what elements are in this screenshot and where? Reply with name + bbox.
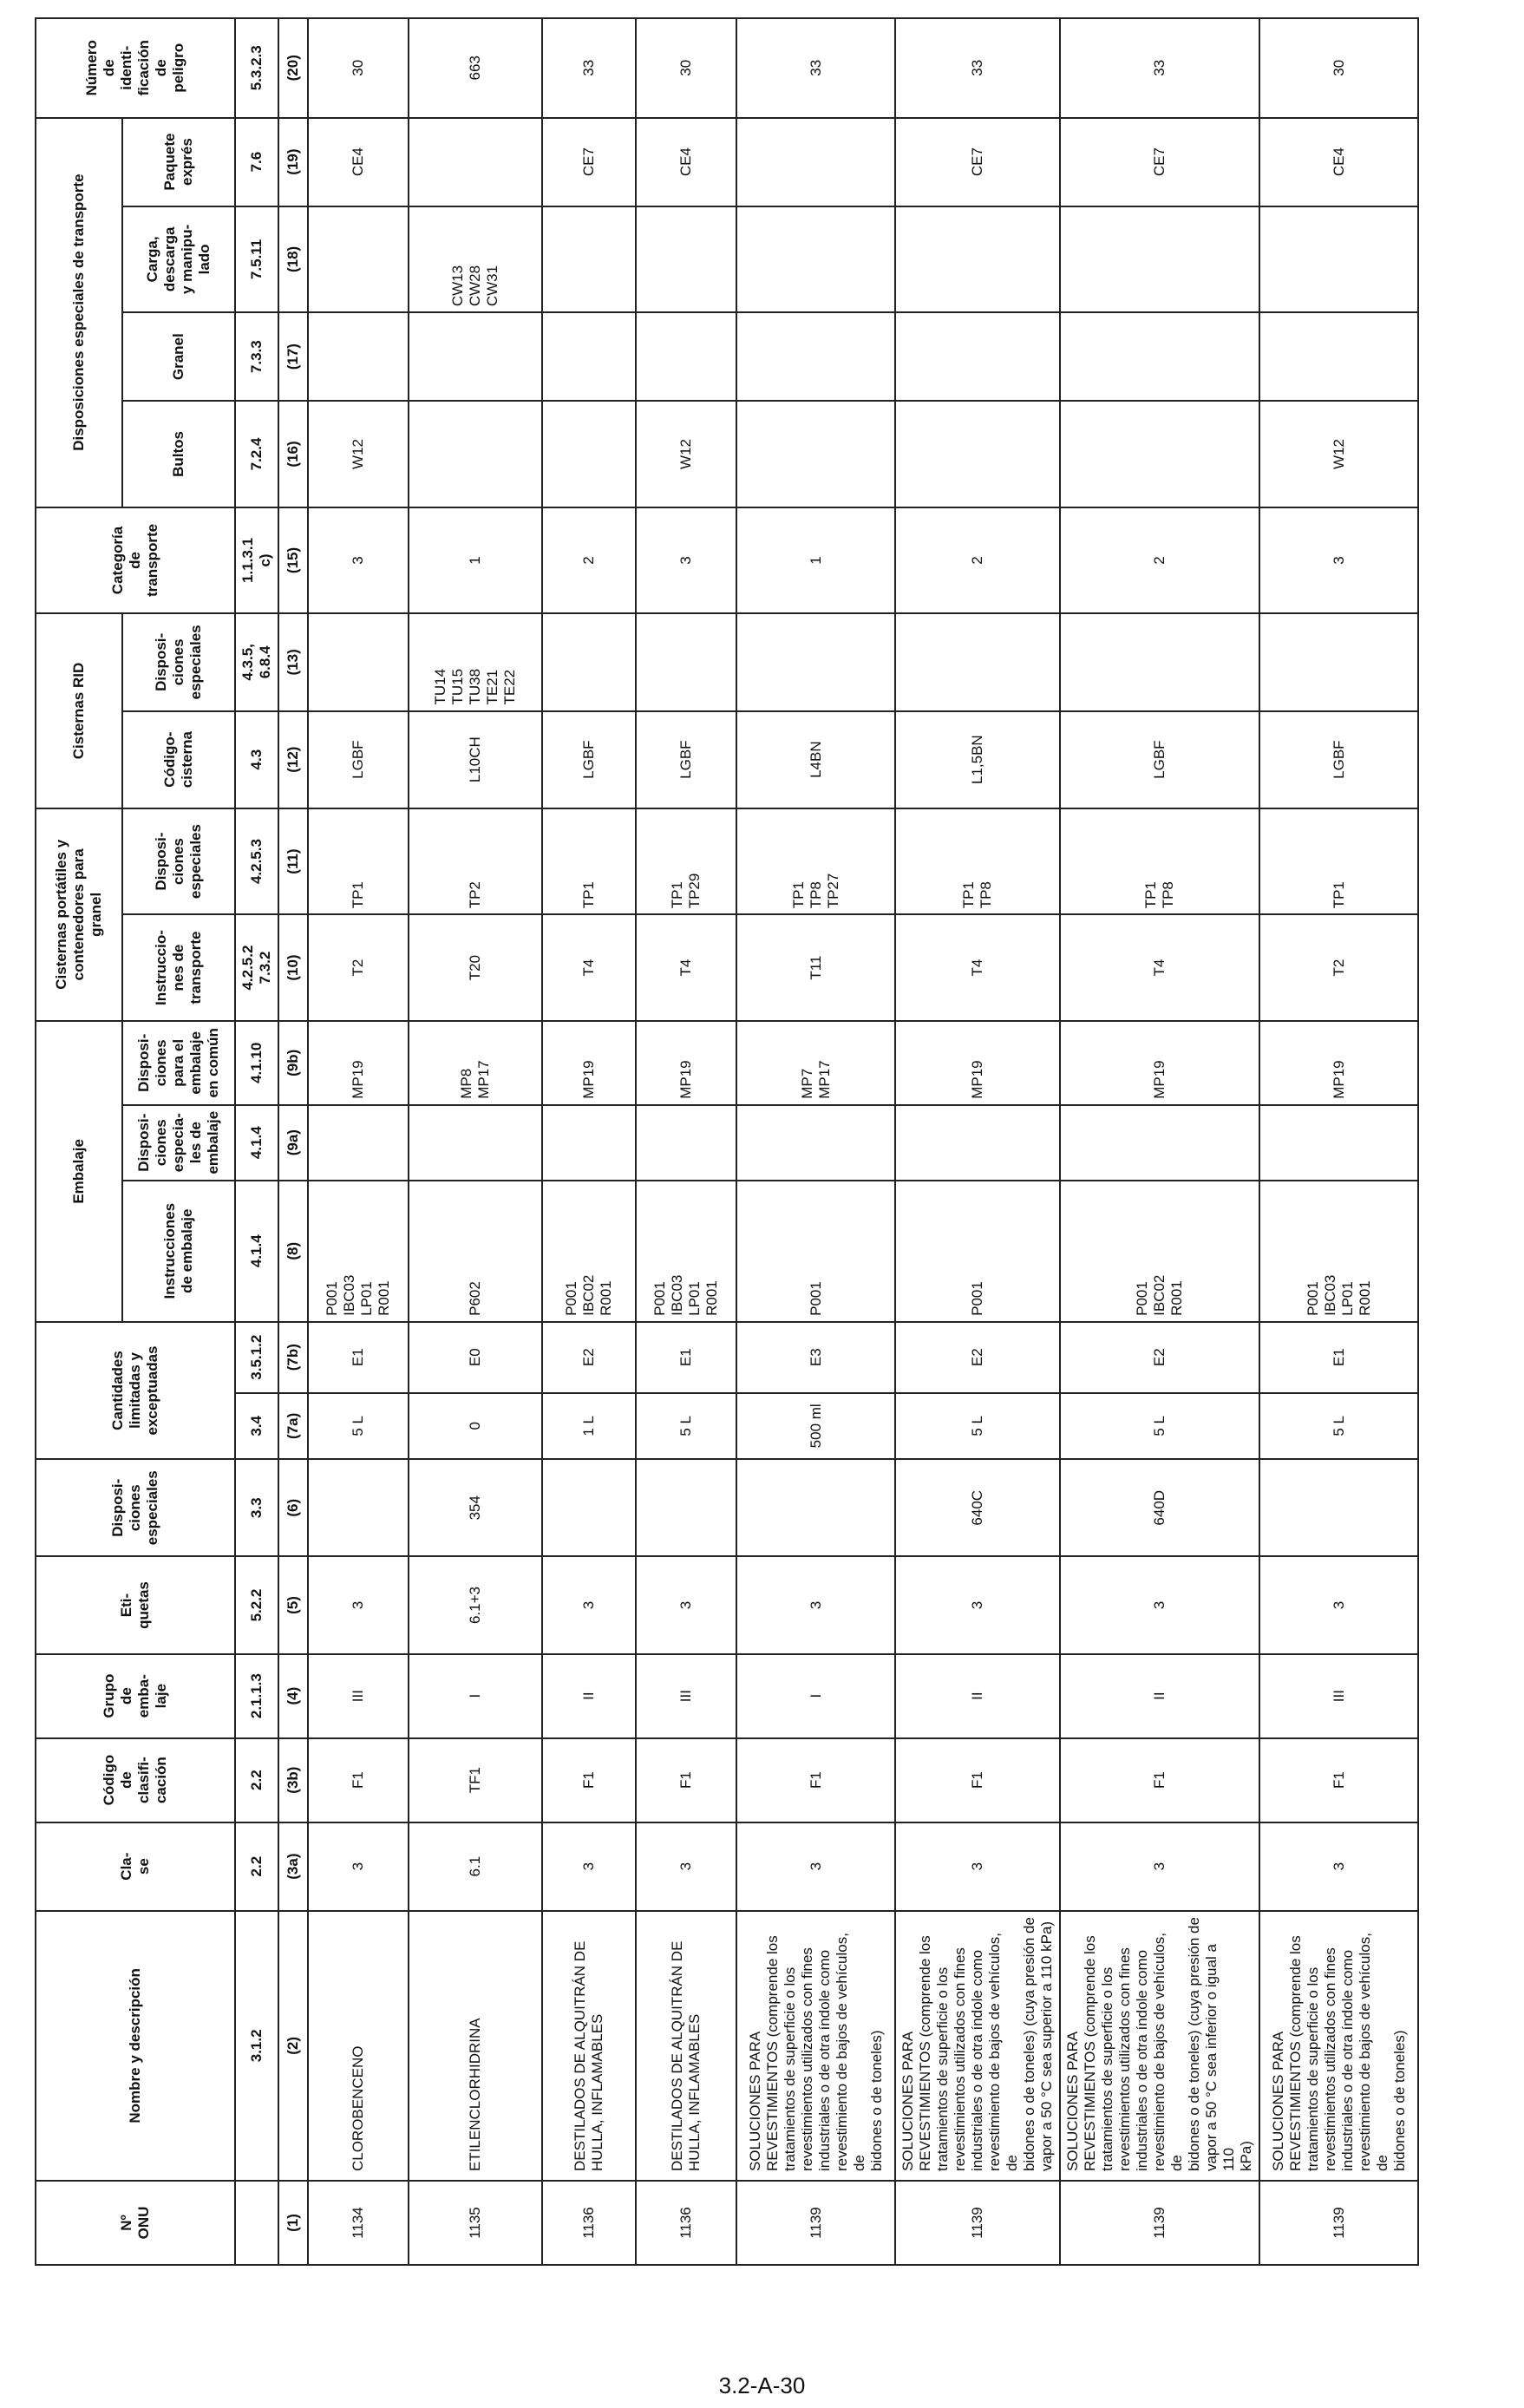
table-cell bbox=[409, 401, 542, 507]
table-cell: 3 bbox=[895, 1822, 1060, 1911]
reference-cell: 4.1.4 bbox=[235, 1105, 278, 1181]
table-cell: T4 bbox=[1060, 914, 1259, 1021]
table-cell: II bbox=[1060, 1654, 1259, 1738]
column-number-cell: (13) bbox=[278, 613, 308, 710]
table-cell: III bbox=[308, 1654, 409, 1738]
reference-cell: 2.1.1.3 bbox=[235, 1654, 278, 1738]
table-cell: 1 bbox=[736, 507, 895, 614]
table-cell bbox=[542, 1459, 636, 1556]
reference-cell: 4.2.5.2 7.3.2 bbox=[235, 914, 278, 1021]
header-disp-especiales-cp: Disposi- ciones especiales bbox=[122, 808, 235, 915]
reference-cell: 7.6 bbox=[235, 118, 278, 206]
table-cell: 5 L bbox=[895, 1393, 1060, 1460]
table-cell bbox=[895, 312, 1060, 401]
table-cell: 3 bbox=[1060, 1822, 1259, 1911]
reference-cell: 4.1.4 bbox=[235, 1181, 278, 1322]
un-number-cell: 1136 bbox=[542, 2181, 636, 2265]
reference-cell: 3.3 bbox=[235, 1459, 278, 1556]
table-cell: MP19 bbox=[542, 1021, 636, 1105]
name-description-cell: DESTILADOS DE ALQUITRÁN DE HULLA, INFLAMABLES bbox=[636, 1911, 736, 2181]
table-cell: 3 bbox=[308, 1556, 409, 1653]
table-cell: 6.1+3 bbox=[409, 1556, 542, 1653]
table-cell: MP19 bbox=[308, 1021, 409, 1105]
table-cell: T4 bbox=[636, 914, 736, 1021]
column-number-cell: (18) bbox=[278, 206, 308, 313]
reference-cell: 4.3 bbox=[235, 711, 278, 808]
table-cell: TU14 TU15 TU38 TE21 TE22 bbox=[409, 613, 542, 710]
table-cell: 5 L bbox=[1259, 1393, 1418, 1460]
table-cell: 3 bbox=[636, 507, 736, 614]
table-cell: P602 bbox=[409, 1181, 542, 1322]
table-cell: LGBF bbox=[1259, 711, 1418, 808]
column-number-cell: (5) bbox=[278, 1556, 308, 1653]
reference-cell: 5.3.2.3 bbox=[235, 18, 278, 118]
table-cell: P001 IBC02 R001 bbox=[542, 1181, 636, 1322]
table-cell: P001 IBC03 LP01 R001 bbox=[308, 1181, 409, 1322]
table-cell bbox=[636, 613, 736, 710]
column-number-cell: (10) bbox=[278, 914, 308, 1021]
header-embalaje: Embalaje bbox=[36, 1021, 122, 1322]
table-cell: F1 bbox=[1259, 1738, 1418, 1822]
header-disp-especiales: Disposi- ciones especiales bbox=[36, 1459, 235, 1556]
table-cell: 30 bbox=[1259, 18, 1418, 118]
table-cell: E1 bbox=[636, 1322, 736, 1393]
reference-cell: 4.2.5.3 bbox=[235, 808, 278, 915]
table-cell: MP19 bbox=[895, 1021, 1060, 1105]
table-cell bbox=[1060, 613, 1259, 710]
table-cell: 3 bbox=[308, 1822, 409, 1911]
table-row bbox=[1259, 18, 1418, 2265]
table-cell: W12 bbox=[1259, 401, 1418, 507]
table-cell: TP1 bbox=[1259, 808, 1418, 915]
table-cell: 3 bbox=[542, 1556, 636, 1653]
table-cell: P001 bbox=[895, 1181, 1060, 1322]
table-cell: E2 bbox=[542, 1322, 636, 1393]
table-cell: TP1 TP29 bbox=[636, 808, 736, 915]
header-carga: Carga, descarga y manipu- lado bbox=[122, 206, 235, 313]
table-cell: TP1 TP8 TP27 bbox=[736, 808, 895, 915]
name-description-cell: CLOROBENCENO bbox=[308, 1911, 409, 2181]
table-cell: E3 bbox=[736, 1322, 895, 1393]
column-number-cell: (4) bbox=[278, 1654, 308, 1738]
un-number-cell: 1136 bbox=[636, 2181, 736, 2265]
table-cell: F1 bbox=[1060, 1738, 1259, 1822]
table-cell: L4BN bbox=[736, 711, 895, 808]
table-cell: 640C bbox=[895, 1459, 1060, 1556]
table-cell: TF1 bbox=[409, 1738, 542, 1822]
un-number-cell: 1139 bbox=[736, 2181, 895, 2265]
table-cell bbox=[542, 613, 636, 710]
table-cell: 33 bbox=[895, 18, 1060, 118]
table-cell: 500 ml bbox=[736, 1393, 895, 1460]
table-cell bbox=[308, 1105, 409, 1181]
table-cell bbox=[736, 613, 895, 710]
header-disp-transporte: Disposiciones especiales de transporte bbox=[36, 118, 122, 507]
reference-cell: 5.2.2 bbox=[235, 1556, 278, 1653]
table-cell: T4 bbox=[895, 914, 1060, 1021]
table-cell: 33 bbox=[542, 18, 636, 118]
column-number-cell: (17) bbox=[278, 312, 308, 401]
table-cell: MP19 bbox=[636, 1021, 736, 1105]
table-cell: 1 L bbox=[542, 1393, 636, 1460]
table-cell: F1 bbox=[542, 1738, 636, 1822]
column-number-cell: (7b) bbox=[278, 1322, 308, 1393]
table-cell: LGBF bbox=[1060, 711, 1259, 808]
table-cell: 3 bbox=[1259, 1556, 1418, 1653]
reference-cell: 2.2 bbox=[235, 1738, 278, 1822]
table-cell: E0 bbox=[409, 1322, 542, 1393]
un-number-cell: 1139 bbox=[895, 2181, 1060, 2265]
table-cell bbox=[1259, 613, 1418, 710]
rotated-table-wrapper bbox=[35, 17, 1408, 2266]
table-cell bbox=[895, 1105, 1060, 1181]
header-granel: Granel bbox=[122, 312, 235, 401]
header-codigo: Código de clasifi- cación bbox=[36, 1738, 235, 1822]
table-cell: MP19 bbox=[1060, 1021, 1259, 1105]
table-cell: 2 bbox=[895, 507, 1060, 614]
table-cell bbox=[636, 1459, 736, 1556]
table-cell: F1 bbox=[308, 1738, 409, 1822]
table-cell: LGBF bbox=[308, 711, 409, 808]
header-clase: Cla- se bbox=[36, 1822, 235, 1911]
table-cell: 640D bbox=[1060, 1459, 1259, 1556]
table-cell: LGBF bbox=[636, 711, 736, 808]
table-cell: 3 bbox=[1259, 1822, 1418, 1911]
table-cell: LGBF bbox=[542, 711, 636, 808]
table-cell: 3 bbox=[308, 507, 409, 614]
reference-cell: 4.3.5, 6.8.4 bbox=[235, 613, 278, 710]
table-cell: I bbox=[409, 1654, 542, 1738]
column-number-cell: (16) bbox=[278, 401, 308, 507]
table-cell: 3 bbox=[636, 1822, 736, 1911]
reference-cell: 7.3.3 bbox=[235, 312, 278, 401]
table-cell bbox=[736, 118, 895, 206]
table-cell: 5 L bbox=[308, 1393, 409, 1460]
table-cell: 33 bbox=[736, 18, 895, 118]
table-cell: W12 bbox=[636, 401, 736, 507]
table-cell bbox=[308, 206, 409, 313]
reference-cell: 2.2 bbox=[235, 1822, 278, 1911]
table-cell: CE7 bbox=[542, 118, 636, 206]
reference-cell: 3.5.1.2 bbox=[235, 1322, 278, 1393]
table-cell bbox=[542, 401, 636, 507]
header-bultos: Bultos bbox=[122, 401, 235, 507]
table-cell: TP1 bbox=[542, 808, 636, 915]
table-cell bbox=[1259, 312, 1418, 401]
header-cisternas-portatiles: Cisternas portátiles y contenedores para granel bbox=[36, 808, 122, 1021]
table-cell: 30 bbox=[636, 18, 736, 118]
header-nombre: Nombre y descripción bbox=[36, 1911, 235, 2181]
column-number-cell: (12) bbox=[278, 711, 308, 808]
reference-cell: 7.2.4 bbox=[235, 401, 278, 507]
table-cell bbox=[736, 206, 895, 313]
table-cell bbox=[1060, 312, 1259, 401]
table-row bbox=[308, 18, 409, 2265]
table-cell bbox=[542, 1105, 636, 1181]
table-cell: TP2 bbox=[409, 808, 542, 915]
table-cell: 1 bbox=[409, 507, 542, 614]
column-number-cell: (20) bbox=[278, 18, 308, 118]
table-cell: F1 bbox=[736, 1738, 895, 1822]
table-cell: 33 bbox=[1060, 18, 1259, 118]
name-description-cell: ETILENCLORHIDRINA bbox=[409, 1911, 542, 2181]
table-cell bbox=[636, 312, 736, 401]
reference-cell: 3.4 bbox=[235, 1393, 278, 1460]
table-cell bbox=[1259, 1459, 1418, 1556]
table-cell bbox=[1060, 1105, 1259, 1181]
table-cell: MP19 bbox=[1259, 1021, 1418, 1105]
header-etiquetas: Eti- quetas bbox=[36, 1556, 235, 1653]
table-cell bbox=[409, 118, 542, 206]
table-cell: T11 bbox=[736, 914, 895, 1021]
table-cell: 0 bbox=[409, 1393, 542, 1460]
table-row bbox=[409, 18, 542, 2265]
column-number-cell: (9a) bbox=[278, 1105, 308, 1181]
table-cell bbox=[542, 312, 636, 401]
un-number-cell: 1139 bbox=[1259, 2181, 1418, 2265]
header-instrucciones-embalaje: Instrucciones de embalaje bbox=[122, 1181, 235, 1322]
table-cell: T2 bbox=[308, 914, 409, 1021]
table-cell bbox=[1259, 206, 1418, 313]
header-grupo: Grupo de emba- laje bbox=[36, 1654, 235, 1738]
column-number-cell: (7a) bbox=[278, 1393, 308, 1460]
table-cell: I bbox=[736, 1654, 895, 1738]
table-row bbox=[895, 18, 1060, 2265]
table-cell: P001 IBC02 R001 bbox=[1060, 1181, 1259, 1322]
column-number-cell: (8) bbox=[278, 1181, 308, 1322]
un-number-cell: 1135 bbox=[409, 2181, 542, 2265]
table-cell: MP7 MP17 bbox=[736, 1021, 895, 1105]
table-cell bbox=[895, 401, 1060, 507]
table-cell: 3 bbox=[542, 1822, 636, 1911]
header-categoria-transporte: Categoría de transporte bbox=[36, 507, 235, 614]
table-cell: T2 bbox=[1259, 914, 1418, 1021]
table-cell: E2 bbox=[1060, 1322, 1259, 1393]
column-number-cell: (19) bbox=[278, 118, 308, 206]
table-cell bbox=[1060, 401, 1259, 507]
table-row bbox=[1060, 18, 1259, 2265]
reference-row bbox=[235, 18, 278, 2265]
header-cisternas-rid: Cisternas RID bbox=[36, 613, 122, 808]
table-row bbox=[736, 18, 895, 2265]
table-cell: E1 bbox=[1259, 1322, 1418, 1393]
table-cell: E2 bbox=[895, 1322, 1060, 1393]
un-number-cell: 1134 bbox=[308, 2181, 409, 2265]
header-codigo-cisterna: Código- cisterna bbox=[122, 711, 235, 808]
table-cell: W12 bbox=[308, 401, 409, 507]
dangerous-goods-table bbox=[35, 17, 1419, 2266]
table-cell bbox=[636, 1105, 736, 1181]
table-cell: T20 bbox=[409, 914, 542, 1021]
column-number-cell: (2) bbox=[278, 1911, 308, 2181]
table-cell: TP1 TP8 bbox=[1060, 808, 1259, 915]
table-cell: P001 bbox=[736, 1181, 895, 1322]
table-cell: 2 bbox=[1060, 507, 1259, 614]
table-cell: 6.1 bbox=[409, 1822, 542, 1911]
column-number-cell: (6) bbox=[278, 1459, 308, 1556]
table-cell bbox=[736, 1105, 895, 1181]
table-cell bbox=[542, 206, 636, 313]
table-cell: II bbox=[542, 1654, 636, 1738]
table-cell: T4 bbox=[542, 914, 636, 1021]
table-cell: II bbox=[895, 1654, 1060, 1738]
name-description-cell: SOLUCIONES PARA REVESTIMIENTOS (comprende los tratamientos de superficie o los revestimientos utilizados con fines industriales o de otra índole como revestimiento de bajos de vehículos, de bidones o de toneles) bbox=[1259, 1911, 1418, 2181]
page-number: 3.2-A-30 bbox=[718, 2372, 806, 2398]
table-body bbox=[308, 18, 1418, 2265]
table-cell: CE7 bbox=[1060, 118, 1259, 206]
table-cell: 663 bbox=[409, 18, 542, 118]
table-cell bbox=[636, 206, 736, 313]
name-description-cell: SOLUCIONES PARA REVESTIMIENTOS (comprende los tratamientos de superficie o los revestimientos utilizados con fines industriales o de otra índole como revestimiento de bajos de vehículos, de bidones o de toneles) (cuya presión de vapor a 50 °C sea superior a 110 kPa) bbox=[895, 1911, 1060, 2181]
table-cell bbox=[308, 1459, 409, 1556]
column-number-cell: (11) bbox=[278, 808, 308, 915]
table-cell: TP1 TP8 bbox=[895, 808, 1060, 915]
table-cell bbox=[736, 1459, 895, 1556]
table-cell: P001 IBC03 LP01 R001 bbox=[636, 1181, 736, 1322]
table-cell: 5 L bbox=[636, 1393, 736, 1460]
table-cell bbox=[736, 312, 895, 401]
table-cell bbox=[895, 206, 1060, 313]
table-cell: 3 bbox=[1259, 507, 1418, 614]
table-cell: CE4 bbox=[308, 118, 409, 206]
table-cell: F1 bbox=[895, 1738, 1060, 1822]
column-number-cell: (1) bbox=[278, 2181, 308, 2265]
header-instrucciones-transporte: Instruccio- nes de transporte bbox=[122, 914, 235, 1021]
name-description-cell: SOLUCIONES PARA REVESTIMIENTOS (comprende los tratamientos de superficie o los revestimientos utilizados con fines industriales o de otra índole como revestimiento de bajos de vehículos, de bidones o de toneles) (cuya presión de vapor a 50 °C sea inferior o igual a 110 kPa) bbox=[1060, 1911, 1259, 2181]
table-cell bbox=[308, 613, 409, 710]
table-cell: 3 bbox=[895, 1556, 1060, 1653]
table-cell: MP8 MP17 bbox=[409, 1021, 542, 1105]
header-cantidades: Cantidades limitadas y exceptuadas bbox=[36, 1322, 235, 1459]
un-number-cell: 1139 bbox=[1060, 2181, 1259, 2265]
table-cell: 3 bbox=[636, 1556, 736, 1653]
table-cell bbox=[736, 401, 895, 507]
table-cell bbox=[1060, 206, 1259, 313]
name-description-cell: SOLUCIONES PARA REVESTIMIENTOS (comprende los tratamientos de superficie o los revestimientos utilizados con fines industriales o de otra índole como revestimiento de bajos de vehículos, de bidones o de toneles) bbox=[736, 1911, 895, 2181]
column-number-cell: (3b) bbox=[278, 1738, 308, 1822]
table-cell: CE4 bbox=[1259, 118, 1418, 206]
reference-cell: 1.1.3.1 c) bbox=[235, 507, 278, 614]
table-cell bbox=[409, 312, 542, 401]
table-cell: 3 bbox=[1060, 1556, 1259, 1653]
column-number-row bbox=[278, 18, 308, 2265]
name-description-cell: DESTILADOS DE ALQUITRÁN DE HULLA, INFLAMABLES bbox=[542, 1911, 636, 2181]
table-cell: TP1 bbox=[308, 808, 409, 915]
header-numero-peligro: Número de identi- ficación de peligro bbox=[36, 18, 235, 118]
table-cell: CE7 bbox=[895, 118, 1060, 206]
table-cell: III bbox=[636, 1654, 736, 1738]
reference-cell: 4.1.10 bbox=[235, 1021, 278, 1105]
table-cell: F1 bbox=[636, 1738, 736, 1822]
table-cell: 3 bbox=[736, 1822, 895, 1911]
reference-cell: 3.1.2 bbox=[235, 1911, 278, 2181]
table-cell: 30 bbox=[308, 18, 409, 118]
column-number-cell: (9b) bbox=[278, 1021, 308, 1105]
table-cell bbox=[895, 613, 1060, 710]
table-cell: 354 bbox=[409, 1459, 542, 1556]
table-cell: L1,5BN bbox=[895, 711, 1060, 808]
table-cell: 2 bbox=[542, 507, 636, 614]
header-disp-embalaje-comun: Disposi- ciones para el embalaje en común bbox=[122, 1021, 235, 1105]
column-number-cell: (15) bbox=[278, 507, 308, 614]
table-row bbox=[636, 18, 736, 2265]
table-cell: III bbox=[1259, 1654, 1418, 1738]
table-cell bbox=[1259, 1105, 1418, 1181]
reference-cell: 7.5.11 bbox=[235, 206, 278, 313]
reference-cell bbox=[235, 2181, 278, 2265]
column-number-cell: (3a) bbox=[278, 1822, 308, 1911]
table-cell: P001 IBC03 LP01 R001 bbox=[1259, 1181, 1418, 1322]
table-cell bbox=[308, 312, 409, 401]
header-disp-especiales-embalaje: Disposi- ciones especia- les de embalaje bbox=[122, 1105, 235, 1181]
table-row bbox=[542, 18, 636, 2265]
header-no-onu: Nº ONU bbox=[36, 2181, 235, 2265]
table-cell: 5 L bbox=[1060, 1393, 1259, 1460]
header-disp-especiales-rid: Disposi- ciones especiales bbox=[122, 613, 235, 710]
table-cell: CE4 bbox=[636, 118, 736, 206]
header-paquete: Paquete exprés bbox=[122, 118, 235, 206]
table-cell: 3 bbox=[736, 1556, 895, 1653]
table-cell bbox=[409, 1105, 542, 1181]
table-cell: CW13 CW28 CW31 bbox=[409, 206, 542, 313]
table-cell: L10CH bbox=[409, 711, 542, 808]
table-cell: E1 bbox=[308, 1322, 409, 1393]
